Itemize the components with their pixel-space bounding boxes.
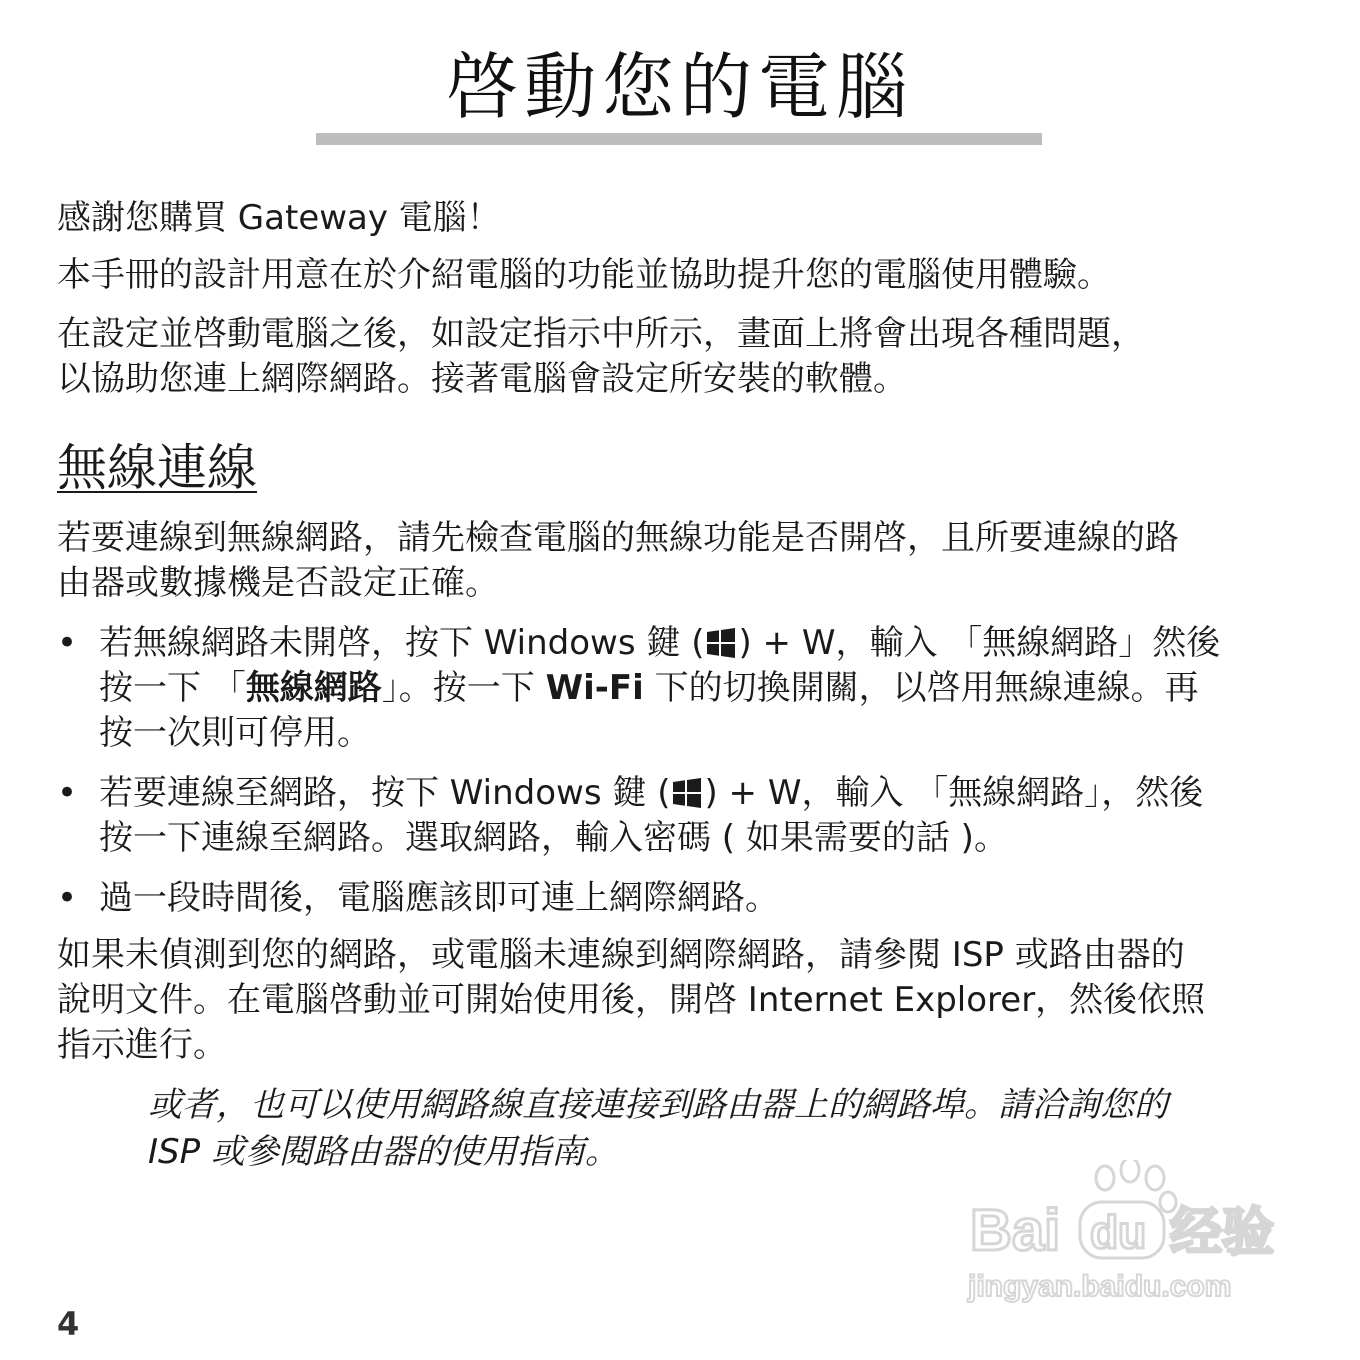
paw-icon xyxy=(1096,1160,1176,1212)
windows-logo-icon xyxy=(706,628,736,658)
title-divider xyxy=(316,133,1042,145)
bullet-text: 若要連線至網路，按下 Windows 鍵 ( xyxy=(99,773,671,813)
bullet-text: ) + W，輸入 「無線網路」，然後 xyxy=(704,773,1204,813)
watermark-brand-right: du xyxy=(1090,1206,1147,1258)
wireless-steps xyxy=(57,621,1307,921)
list-item xyxy=(57,876,1307,921)
watermark-url: jingyan.baidu.com xyxy=(968,1270,1232,1303)
section-heading-wireless: 無線連線 xyxy=(57,439,257,497)
watermark-brand-cn: 经验 xyxy=(1170,1203,1275,1263)
list-item xyxy=(57,771,1307,861)
troubleshooting-paragraph: 如果未偵測到您的網路，或電腦未連線到網際網路，請參閱 ISP 或路由器的 說明文件。在電腦啓動並可開始使用後，開啓 Internet Explorer，然後依照 指示進行。 xyxy=(57,935,1206,1065)
bold-term: 無線網路 xyxy=(245,668,382,708)
list-item xyxy=(57,621,1307,756)
bullet-dot: • xyxy=(57,623,78,663)
bullet-text: 按一下連線至網路。選取網路，輸入密碼 ( 如果需要的話 )。 xyxy=(99,818,1008,858)
bullet-text: 下的切換開關，以啓用無線連線。再 xyxy=(643,668,1199,708)
watermark-brand-left: Bai xyxy=(970,1198,1061,1263)
bullet-text: ) + W，輸入 「無線網路」然後 xyxy=(738,623,1221,663)
bold-term: Wi-Fi xyxy=(545,668,644,708)
baidu-watermark xyxy=(960,1160,1290,1310)
wireless-intro: 若要連線到無線網路，請先檢查電腦的無線功能是否開啓，且所要連線的路 由器或數據機是否設定正確。 xyxy=(57,518,1179,603)
page-title: 啓動您的電腦 xyxy=(445,45,914,129)
bullet-text: 若無線網路未開啓，按下 Windows 鍵 ( xyxy=(99,623,705,663)
intro-setup: 在設定並啓動電腦之後，如設定指示中所示，畫面上將會出現各種問題， 以協助您連上網際網路。接著電腦會設定所安裝的軟體。 xyxy=(57,314,1145,399)
intro-thanks: 感謝您購買 Gateway 電腦！ xyxy=(57,198,501,238)
cable-note: 或者，也可以使用網路線直接連接到路由器上的網路埠。請洽詢您的 ISP 或參閱路由器的使用指南。 xyxy=(148,1085,1168,1172)
bullet-text: 按一次則可停用。 xyxy=(99,713,371,753)
bullet-text: 按一下 「 xyxy=(99,668,246,708)
intro-purpose: 本手冊的設計用意在於介紹電腦的功能並協助提升您的電腦使用體驗。 xyxy=(57,255,1111,295)
page-number: 4 xyxy=(57,1305,80,1343)
bullet-dot: • xyxy=(57,878,78,918)
bullet-text: 過一段時間後，電腦應該即可連上網際網路。 xyxy=(99,878,779,918)
bullet-text: 」。按一下 xyxy=(381,668,546,708)
bullet-dot: • xyxy=(57,773,78,813)
windows-logo-icon xyxy=(672,778,702,808)
